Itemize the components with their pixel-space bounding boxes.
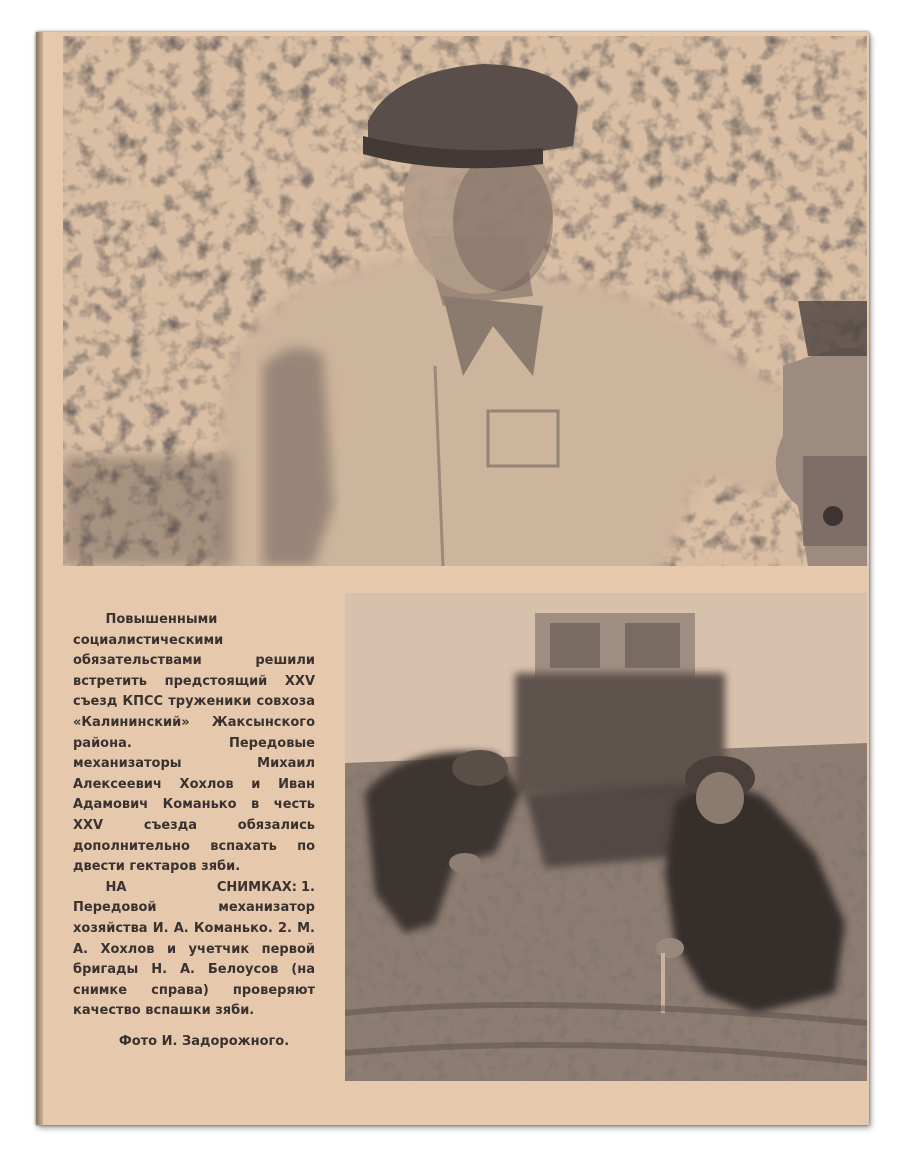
photo-credit: Фото И. Задорожного. (118, 1033, 290, 1049)
newspaper-clipping (36, 32, 869, 1125)
caption-photos-text: 1. Передовой механизатор хозяйства И. А. Команько. 2. М. А. Хохлов и учетчик первой бригады Н. А. Белоусов (на снимке справа) проверяют качество вспашки зяби. (73, 879, 315, 1019)
caption-heading: НА СНИМКАХ: (105, 879, 298, 895)
photo-mechanic-portrait (63, 36, 867, 566)
photo-caption (73, 610, 315, 1052)
caption-photos-description (73, 878, 315, 1022)
caption-intro: Повышенными социалистическими обязательствами решили встретить предстоящий XXV съезд КПСС труженики совхоза «Калининский» Жаксынского района. Передовые механизаторы Михаил Алексеевич Хохлов и Иван Адамович Команько в честь XXV съезда обязались дополнительно вспахать по двести гектаров зяби. (73, 612, 315, 875)
photo-tractor-inspection (345, 593, 867, 1081)
